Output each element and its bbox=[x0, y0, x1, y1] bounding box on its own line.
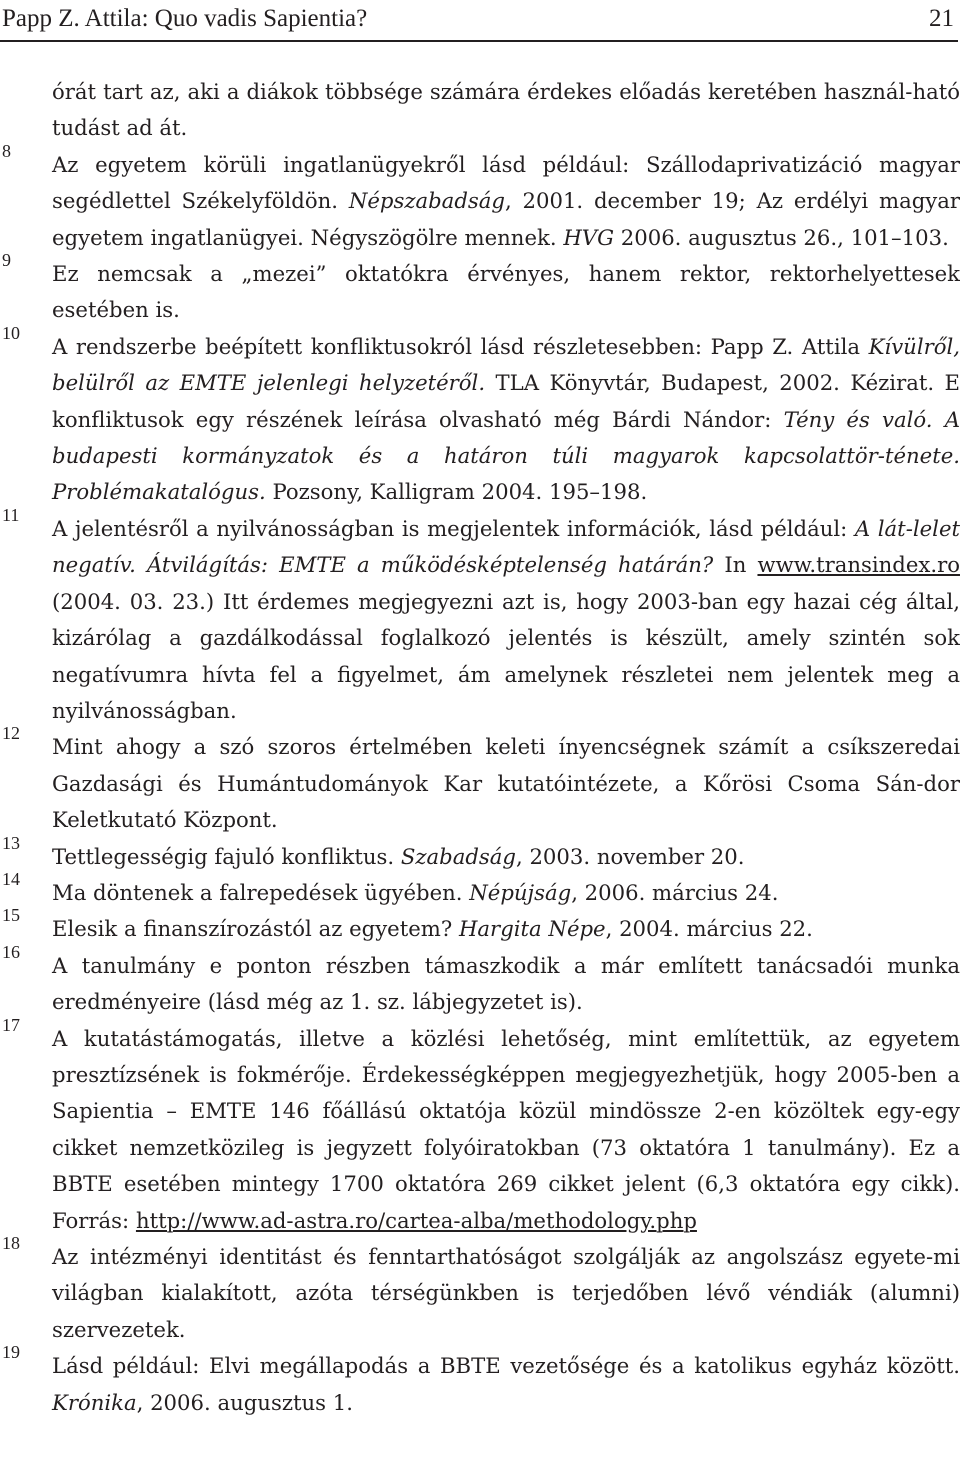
footnote-text-segment: , 2001. december 19; Az erdélyi magyar egyetem ingatlanügyei. Négyszögölre mennek. bbox=[52, 188, 960, 250]
footnote bbox=[0, 504, 960, 729]
footnote bbox=[0, 832, 960, 875]
footnote-text-segment: , 2006. augusztus 1. bbox=[136, 1389, 353, 1415]
footnote-text-segment: Az intézményi identitást és fenntarthatóságot szolgálják az angolszász egyete-mi világban kialakított, azóta térségünkben is terjedőben lévő véndiák (alumni) szervezetek. bbox=[52, 1244, 960, 1342]
footnote bbox=[0, 250, 960, 329]
footnote bbox=[0, 868, 960, 911]
footnote-text-segment: A kutatástámogatás, illetve a közlési lehetőség, mint említettük, az egyetem presztízsének is fokmérője. Érdekességképpen megjegyezhetjük, hogy 2005-ben a Sapientia – EMTE 146 főállású oktatója közül mindössze 2-en közöltek egy-egy cikket nemzetközileg is jegyzett folyóiratokban (73 oktatóra 1 tanulmány). Ez a BBTE esetében mintegy 1700 oktatóra 269 cikket jelent (6,3 oktatóra egy cikk). Forrás: bbox=[52, 1025, 960, 1233]
footnote-italic-text: Krónika bbox=[52, 1389, 137, 1415]
footnote-text-segment: órát tart az, aki a diákok többsége számára érdekes előadás keretében használ-ható tudást ad át. bbox=[52, 79, 960, 141]
footnote-text-segment: , 2003. november 20. bbox=[515, 843, 745, 869]
footnote-italic-text: Tény és való. A budapesti kormányzatok és a határon túli magyarok kapcsolattör-ténete. Problémakatalógus. bbox=[52, 406, 960, 505]
footnote-text-segment: Ma döntenek a falrepedések ügyében. bbox=[52, 879, 470, 905]
running-title: Papp Z. Attila: Quo vadis Sapientia? bbox=[2, 5, 368, 32]
footnote-number: 19 bbox=[2, 1342, 20, 1363]
footnote-number: 8 bbox=[2, 140, 11, 161]
footnote-text-segment: Az egyetem körüli ingatlanügyekről lásd például: Szállodaprivatizáció magyar segédlettel Székelyföldön. bbox=[52, 151, 960, 214]
footnote-italic-text: A lát-lelet negatív. Átvilágítás: EMTE a működésképtelenség határán? bbox=[52, 515, 960, 578]
footnote-text bbox=[52, 147, 960, 256]
footnote-text bbox=[52, 256, 960, 329]
footnote-text bbox=[52, 329, 960, 511]
footnote bbox=[0, 941, 960, 1021]
footnote-text-segment: In bbox=[713, 552, 758, 578]
footnote-number: 15 bbox=[2, 905, 20, 926]
page-number: 21 bbox=[929, 5, 954, 32]
footnote-number: 10 bbox=[2, 322, 20, 343]
footnote-italic-text: Kívülről, belülről az EMTE jelenlegi helyzetéről. bbox=[52, 333, 960, 396]
footnote bbox=[0, 74, 960, 147]
footnote bbox=[0, 1014, 960, 1239]
footnote bbox=[0, 140, 960, 256]
footnote bbox=[0, 905, 960, 947]
footnote-text bbox=[52, 948, 960, 1021]
footnote-text-segment: 2006. augusztus 26., 101–103. bbox=[614, 224, 949, 250]
footnote-text-segment: (2004. 03. 23.) Itt érdemes megjegyezni azt is, hogy 2003-ban egy hazai cég által, kizárólag a gazdálkodással foglalkozó jelentés is készült, amely szintén sok negatívumra hívta fel a figyelmet, ám amelynek részletei nem jelentek meg a nyilvánosságban. bbox=[52, 588, 960, 723]
footnote-text-segment: A jelentésről a nyilvánosságban is megjelentek információk, lásd például: bbox=[52, 515, 855, 541]
footnote-text bbox=[52, 875, 960, 911]
footnote-text-segment: Lásd például: Elvi megállapodás a BBTE vezetősége és a katolikus egyház között. bbox=[52, 1353, 960, 1379]
footnote-text bbox=[52, 911, 960, 947]
footnote-text-segment: Tettlegességig fajuló konfliktus. bbox=[52, 843, 401, 869]
running-header bbox=[0, 0, 958, 42]
footnote-text bbox=[52, 839, 960, 875]
footnote-text-segment: A rendszerbe beépített konfliktusokról lásd részletesebben: Papp Z. Attila bbox=[52, 333, 869, 359]
footnote-italic-text: Szabadság bbox=[400, 843, 516, 869]
footnote-text bbox=[52, 1239, 960, 1348]
footnote bbox=[0, 1233, 960, 1348]
footnote-text bbox=[52, 511, 960, 729]
footnote-text-segment: Elesik a finanszírozástól az egyetem? bbox=[52, 916, 459, 942]
footnote-text-segment: Ez nemcsak a „mezei” oktatókra érvényes, hanem rektor, rektorhelyettesek esetében is. bbox=[52, 261, 960, 323]
footnote-number: 13 bbox=[2, 832, 20, 853]
footnote-number: 16 bbox=[2, 941, 20, 962]
footnote-text-segment: TLA Könyvtár, Budapest, 2002. Kézirat. E konfliktusok egy részének leírása olvasható még Bárdi Nándor: bbox=[52, 370, 960, 432]
footnote-number: 11 bbox=[2, 504, 20, 525]
footnote-number: 17 bbox=[2, 1014, 20, 1035]
footnote-text bbox=[52, 1021, 960, 1239]
footnote bbox=[0, 723, 960, 838]
footnote-italic-text: Népszabadság bbox=[348, 188, 505, 214]
footnote-text-segment: , 2006. március 24. bbox=[571, 879, 779, 905]
footnote-number: 9 bbox=[2, 250, 11, 271]
footnote-italic-text: Hargita Népe bbox=[458, 916, 606, 942]
footnote bbox=[0, 322, 960, 511]
footnote-text bbox=[52, 729, 960, 838]
footnote-number: 18 bbox=[2, 1233, 20, 1253]
footnote-link[interactable]: www.transindex.ro bbox=[757, 552, 960, 578]
footnote-text-segment: Pozsony, Kalligram 2004. 195–198. bbox=[265, 479, 648, 505]
footnote-text-segment: , 2004. március 22. bbox=[605, 916, 813, 942]
footnote-text-segment: Mint ahogy a szó szoros értelmében keleti ínyencségnek számít a csíkszeredai Gazdasági és Humántudományok Kar kutatóintézete, a Kőrösi Csoma Sán-dor Keletkutató Központ. bbox=[52, 734, 960, 833]
footnote-number: 12 bbox=[2, 723, 20, 744]
footnote-text bbox=[52, 74, 960, 147]
footnotes-list bbox=[0, 74, 960, 1421]
footnote bbox=[0, 1342, 960, 1421]
footnote-italic-text: Népújság bbox=[469, 879, 572, 905]
footnote-italic-text: HVG bbox=[563, 224, 615, 250]
footnote-text-segment: A tanulmány e ponton részben támaszkodik a már említett tanácsadói munka eredményeire (lásd még az 1. sz. lábjegyzetet is). bbox=[52, 952, 960, 1015]
footnote-link[interactable]: http://www.ad-astra.ro/cartea-alba/methodology.php bbox=[135, 1207, 697, 1233]
footnote-number: 14 bbox=[2, 868, 20, 889]
footnote-text bbox=[52, 1348, 960, 1421]
